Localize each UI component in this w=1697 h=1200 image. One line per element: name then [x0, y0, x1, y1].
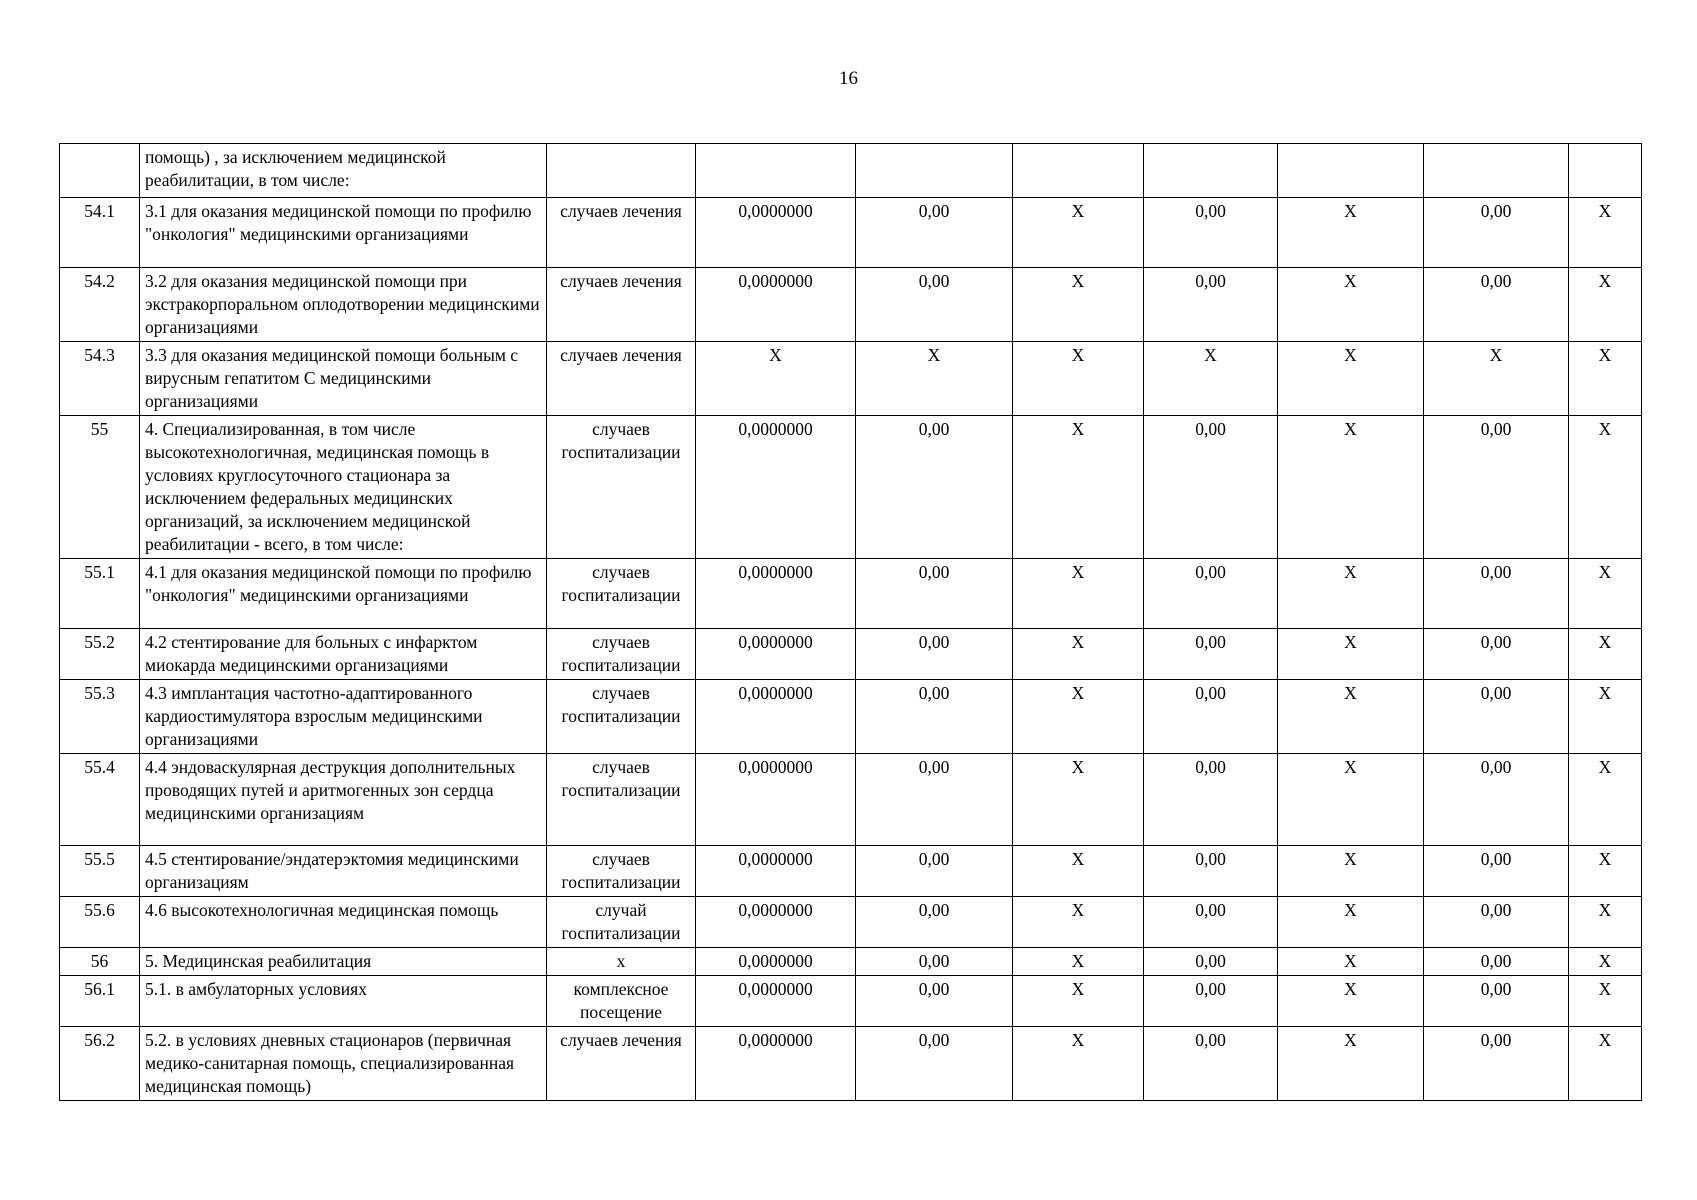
row-number-cell: 55.1 — [60, 559, 140, 629]
row-value-cell: X — [1013, 629, 1144, 680]
row-number-cell: 56.2 — [60, 1027, 140, 1101]
table-row — [60, 559, 1642, 629]
row-description-cell: 4.4 эндоваскулярная деструкция дополнительных проводящих путей и аритмогенных зон сердца медицинскими организациям — [140, 754, 547, 846]
table-row — [60, 1027, 1642, 1101]
row-value-cell: 0,00 — [856, 680, 1013, 754]
row-value-cell: X — [1569, 846, 1642, 897]
table-row — [60, 948, 1642, 976]
row-number-cell: 56.1 — [60, 976, 140, 1027]
row-value-cell: X — [1569, 1027, 1642, 1101]
row-value-cell: 0,00 — [1424, 268, 1569, 342]
table-row — [60, 680, 1642, 754]
row-value-cell: 0,00 — [856, 897, 1013, 948]
table-row-continuation — [60, 144, 1642, 198]
row-number-cell: 55 — [60, 416, 140, 559]
row-value-cell: X — [1013, 198, 1144, 268]
row-value-cell — [1424, 144, 1569, 198]
row-value-cell: 0,00 — [856, 198, 1013, 268]
row-value-cell: X — [1278, 416, 1424, 559]
row-value-cell: 0,0000000 — [696, 976, 856, 1027]
row-value-cell: 0,0000000 — [696, 629, 856, 680]
row-value-cell: 0,00 — [1144, 268, 1278, 342]
row-value-cell: 0,00 — [1424, 559, 1569, 629]
row-description-cell: помощь) , за исключением медицинской реабилитации, в том числе: — [140, 144, 547, 198]
row-value-cell: X — [1278, 342, 1424, 416]
row-value-cell: 0,00 — [856, 416, 1013, 559]
table-row — [60, 268, 1642, 342]
row-value-cell: X — [1424, 342, 1569, 416]
row-value-cell — [1144, 144, 1278, 198]
row-value-cell: X — [1569, 948, 1642, 976]
row-value-cell: X — [1013, 268, 1144, 342]
table-row — [60, 198, 1642, 268]
row-value-cell: X — [1013, 976, 1144, 1027]
table-body — [60, 144, 1642, 1101]
row-number-cell: 54.2 — [60, 268, 140, 342]
row-value-cell: 0,00 — [1144, 629, 1278, 680]
row-value-cell: X — [1278, 680, 1424, 754]
table-row — [60, 342, 1642, 416]
row-value-cell: 0,00 — [856, 1027, 1013, 1101]
row-description-cell: 4.5 стентирование/эндатерэктомия медицинскими организациям — [140, 846, 547, 897]
row-unit-cell — [547, 144, 696, 198]
row-value-cell: 0,00 — [1144, 846, 1278, 897]
row-value-cell: 0,00 — [1424, 1027, 1569, 1101]
row-number-cell: 55.2 — [60, 629, 140, 680]
row-value-cell: X — [1278, 198, 1424, 268]
row-description-cell: 5.2. в условиях дневных стационаров (первичная медико-санитарная помощь, специализированная медицинская помощь) — [140, 1027, 547, 1101]
row-value-cell: 0,00 — [1424, 846, 1569, 897]
row-number-cell: 55.5 — [60, 846, 140, 897]
row-value-cell: 0,00 — [1144, 754, 1278, 846]
row-value-cell: 0,00 — [1424, 948, 1569, 976]
table-row — [60, 629, 1642, 680]
row-value-cell: 0,00 — [1424, 897, 1569, 948]
row-unit-cell: случаев госпитализации — [547, 629, 696, 680]
row-value-cell: X — [1278, 754, 1424, 846]
row-value-cell: X — [1013, 897, 1144, 948]
row-value-cell: 0,00 — [1144, 1027, 1278, 1101]
row-unit-cell: случаев госпитализации — [547, 846, 696, 897]
row-value-cell: X — [1569, 629, 1642, 680]
row-value-cell: X — [1569, 897, 1642, 948]
row-unit-cell: случай госпитализации — [547, 897, 696, 948]
row-unit-cell: случаев госпитализации — [547, 680, 696, 754]
row-value-cell: 0,00 — [1424, 198, 1569, 268]
data-table — [59, 143, 1642, 1101]
row-value-cell: X — [1569, 416, 1642, 559]
row-value-cell: 0,0000000 — [696, 416, 856, 559]
row-value-cell: 0,00 — [856, 629, 1013, 680]
row-description-cell: 5. Медицинская реабилитация — [140, 948, 547, 976]
row-value-cell: 0,00 — [1144, 897, 1278, 948]
row-description-cell: 4.2 стентирование для больных с инфарктом миокарда медицинскими организациями — [140, 629, 547, 680]
row-unit-cell: случаев госпитализации — [547, 754, 696, 846]
table-row — [60, 754, 1642, 846]
row-value-cell: X — [1278, 897, 1424, 948]
row-value-cell: 0,0000000 — [696, 1027, 856, 1101]
row-description-cell: 3.2 для оказания медицинской помощи при экстракорпоральном оплодотворении медицинскими организациями — [140, 268, 547, 342]
row-unit-cell: х — [547, 948, 696, 976]
row-value-cell: 0,0000000 — [696, 754, 856, 846]
row-unit-cell: случаев лечения — [547, 268, 696, 342]
row-value-cell: 0,00 — [856, 268, 1013, 342]
row-unit-cell: случаев госпитализации — [547, 416, 696, 559]
row-value-cell: 0,00 — [856, 846, 1013, 897]
row-value-cell: X — [696, 342, 856, 416]
row-value-cell: X — [1569, 754, 1642, 846]
row-value-cell: X — [1013, 754, 1144, 846]
row-description-cell: 3.1 для оказания медицинской помощи по профилю "онкология" медицинскими организациями — [140, 198, 547, 268]
row-unit-cell: случаев лечения — [547, 342, 696, 416]
row-number-cell: 55.3 — [60, 680, 140, 754]
row-value-cell: X — [1569, 342, 1642, 416]
row-value-cell: X — [1278, 559, 1424, 629]
row-description-cell: 4.1 для оказания медицинской помощи по профилю "онкология" медицинскими организациями — [140, 559, 547, 629]
row-value-cell: 0,0000000 — [696, 198, 856, 268]
row-value-cell — [696, 144, 856, 198]
row-value-cell: X — [1013, 1027, 1144, 1101]
row-value-cell — [1013, 144, 1144, 198]
row-number-cell — [60, 144, 140, 198]
row-number-cell: 55.6 — [60, 897, 140, 948]
row-unit-cell: случаев лечения — [547, 1027, 696, 1101]
row-unit-cell: случаев лечения — [547, 198, 696, 268]
row-description-cell: 4. Специализированная, в том числе высокотехнологичная, медицинская помощь в условиях круглосуточного стационара за исключением федеральных медицинских организаций, за исключением медицинской реабилитации - всего, в том числе: — [140, 416, 547, 559]
row-value-cell: X — [1569, 198, 1642, 268]
row-value-cell — [1278, 144, 1424, 198]
row-value-cell: 0,00 — [856, 948, 1013, 976]
row-description-cell: 4.3 имплантация частотно-адаптированного кардиостимулятора взрослым медицинскими организациями — [140, 680, 547, 754]
row-unit-cell: комплексное посещение — [547, 976, 696, 1027]
row-number-cell: 54.3 — [60, 342, 140, 416]
row-value-cell: X — [1013, 416, 1144, 559]
row-value-cell: X — [1278, 629, 1424, 680]
row-value-cell: 0,00 — [1424, 976, 1569, 1027]
table-row — [60, 897, 1642, 948]
row-number-cell: 55.4 — [60, 754, 140, 846]
row-value-cell: X — [1144, 342, 1278, 416]
row-number-cell: 54.1 — [60, 198, 140, 268]
row-value-cell: X — [1569, 268, 1642, 342]
row-number-cell: 56 — [60, 948, 140, 976]
row-value-cell: 0,00 — [1144, 948, 1278, 976]
row-value-cell: X — [1278, 846, 1424, 897]
table-row — [60, 846, 1642, 897]
row-value-cell: 0,00 — [1144, 416, 1278, 559]
row-value-cell: X — [1569, 680, 1642, 754]
row-value-cell: 0,00 — [1144, 198, 1278, 268]
table-row — [60, 416, 1642, 559]
row-unit-cell: случаев госпитализации — [547, 559, 696, 629]
row-value-cell: X — [1569, 976, 1642, 1027]
row-value-cell: X — [1013, 948, 1144, 976]
row-value-cell: 0,00 — [1144, 680, 1278, 754]
row-value-cell: 0,0000000 — [696, 846, 856, 897]
row-value-cell: 0,0000000 — [696, 680, 856, 754]
row-value-cell: 0,0000000 — [696, 268, 856, 342]
table-row — [60, 976, 1642, 1027]
row-value-cell: X — [1278, 1027, 1424, 1101]
row-description-cell: 5.1. в амбулаторных условиях — [140, 976, 547, 1027]
row-value-cell: 0,00 — [1144, 559, 1278, 629]
row-value-cell: 0,00 — [856, 976, 1013, 1027]
row-value-cell: X — [1278, 948, 1424, 976]
row-value-cell: 0,0000000 — [696, 559, 856, 629]
page-number: 16 — [839, 68, 858, 89]
row-value-cell — [1569, 144, 1642, 198]
row-value-cell: X — [1013, 559, 1144, 629]
row-value-cell: 0,00 — [1424, 680, 1569, 754]
row-value-cell: X — [1013, 342, 1144, 416]
row-description-cell: 3.3 для оказания медицинской помощи больным с вирусным гепатитом С медицинскими организациями — [140, 342, 547, 416]
row-description-cell: 4.6 высокотехнологичная медицинская помощь — [140, 897, 547, 948]
row-value-cell: X — [1569, 559, 1642, 629]
row-value-cell: X — [1013, 846, 1144, 897]
row-value-cell: 0,00 — [856, 754, 1013, 846]
row-value-cell: 0,0000000 — [696, 948, 856, 976]
row-value-cell: 0,00 — [1144, 976, 1278, 1027]
row-value-cell: X — [1278, 976, 1424, 1027]
row-value-cell — [856, 144, 1013, 198]
row-value-cell: 0,0000000 — [696, 897, 856, 948]
row-value-cell: X — [856, 342, 1013, 416]
row-value-cell: 0,00 — [1424, 416, 1569, 559]
row-value-cell: X — [1013, 680, 1144, 754]
row-value-cell: X — [1278, 268, 1424, 342]
row-value-cell: 0,00 — [1424, 754, 1569, 846]
row-value-cell: 0,00 — [1424, 629, 1569, 680]
row-value-cell: 0,00 — [856, 559, 1013, 629]
